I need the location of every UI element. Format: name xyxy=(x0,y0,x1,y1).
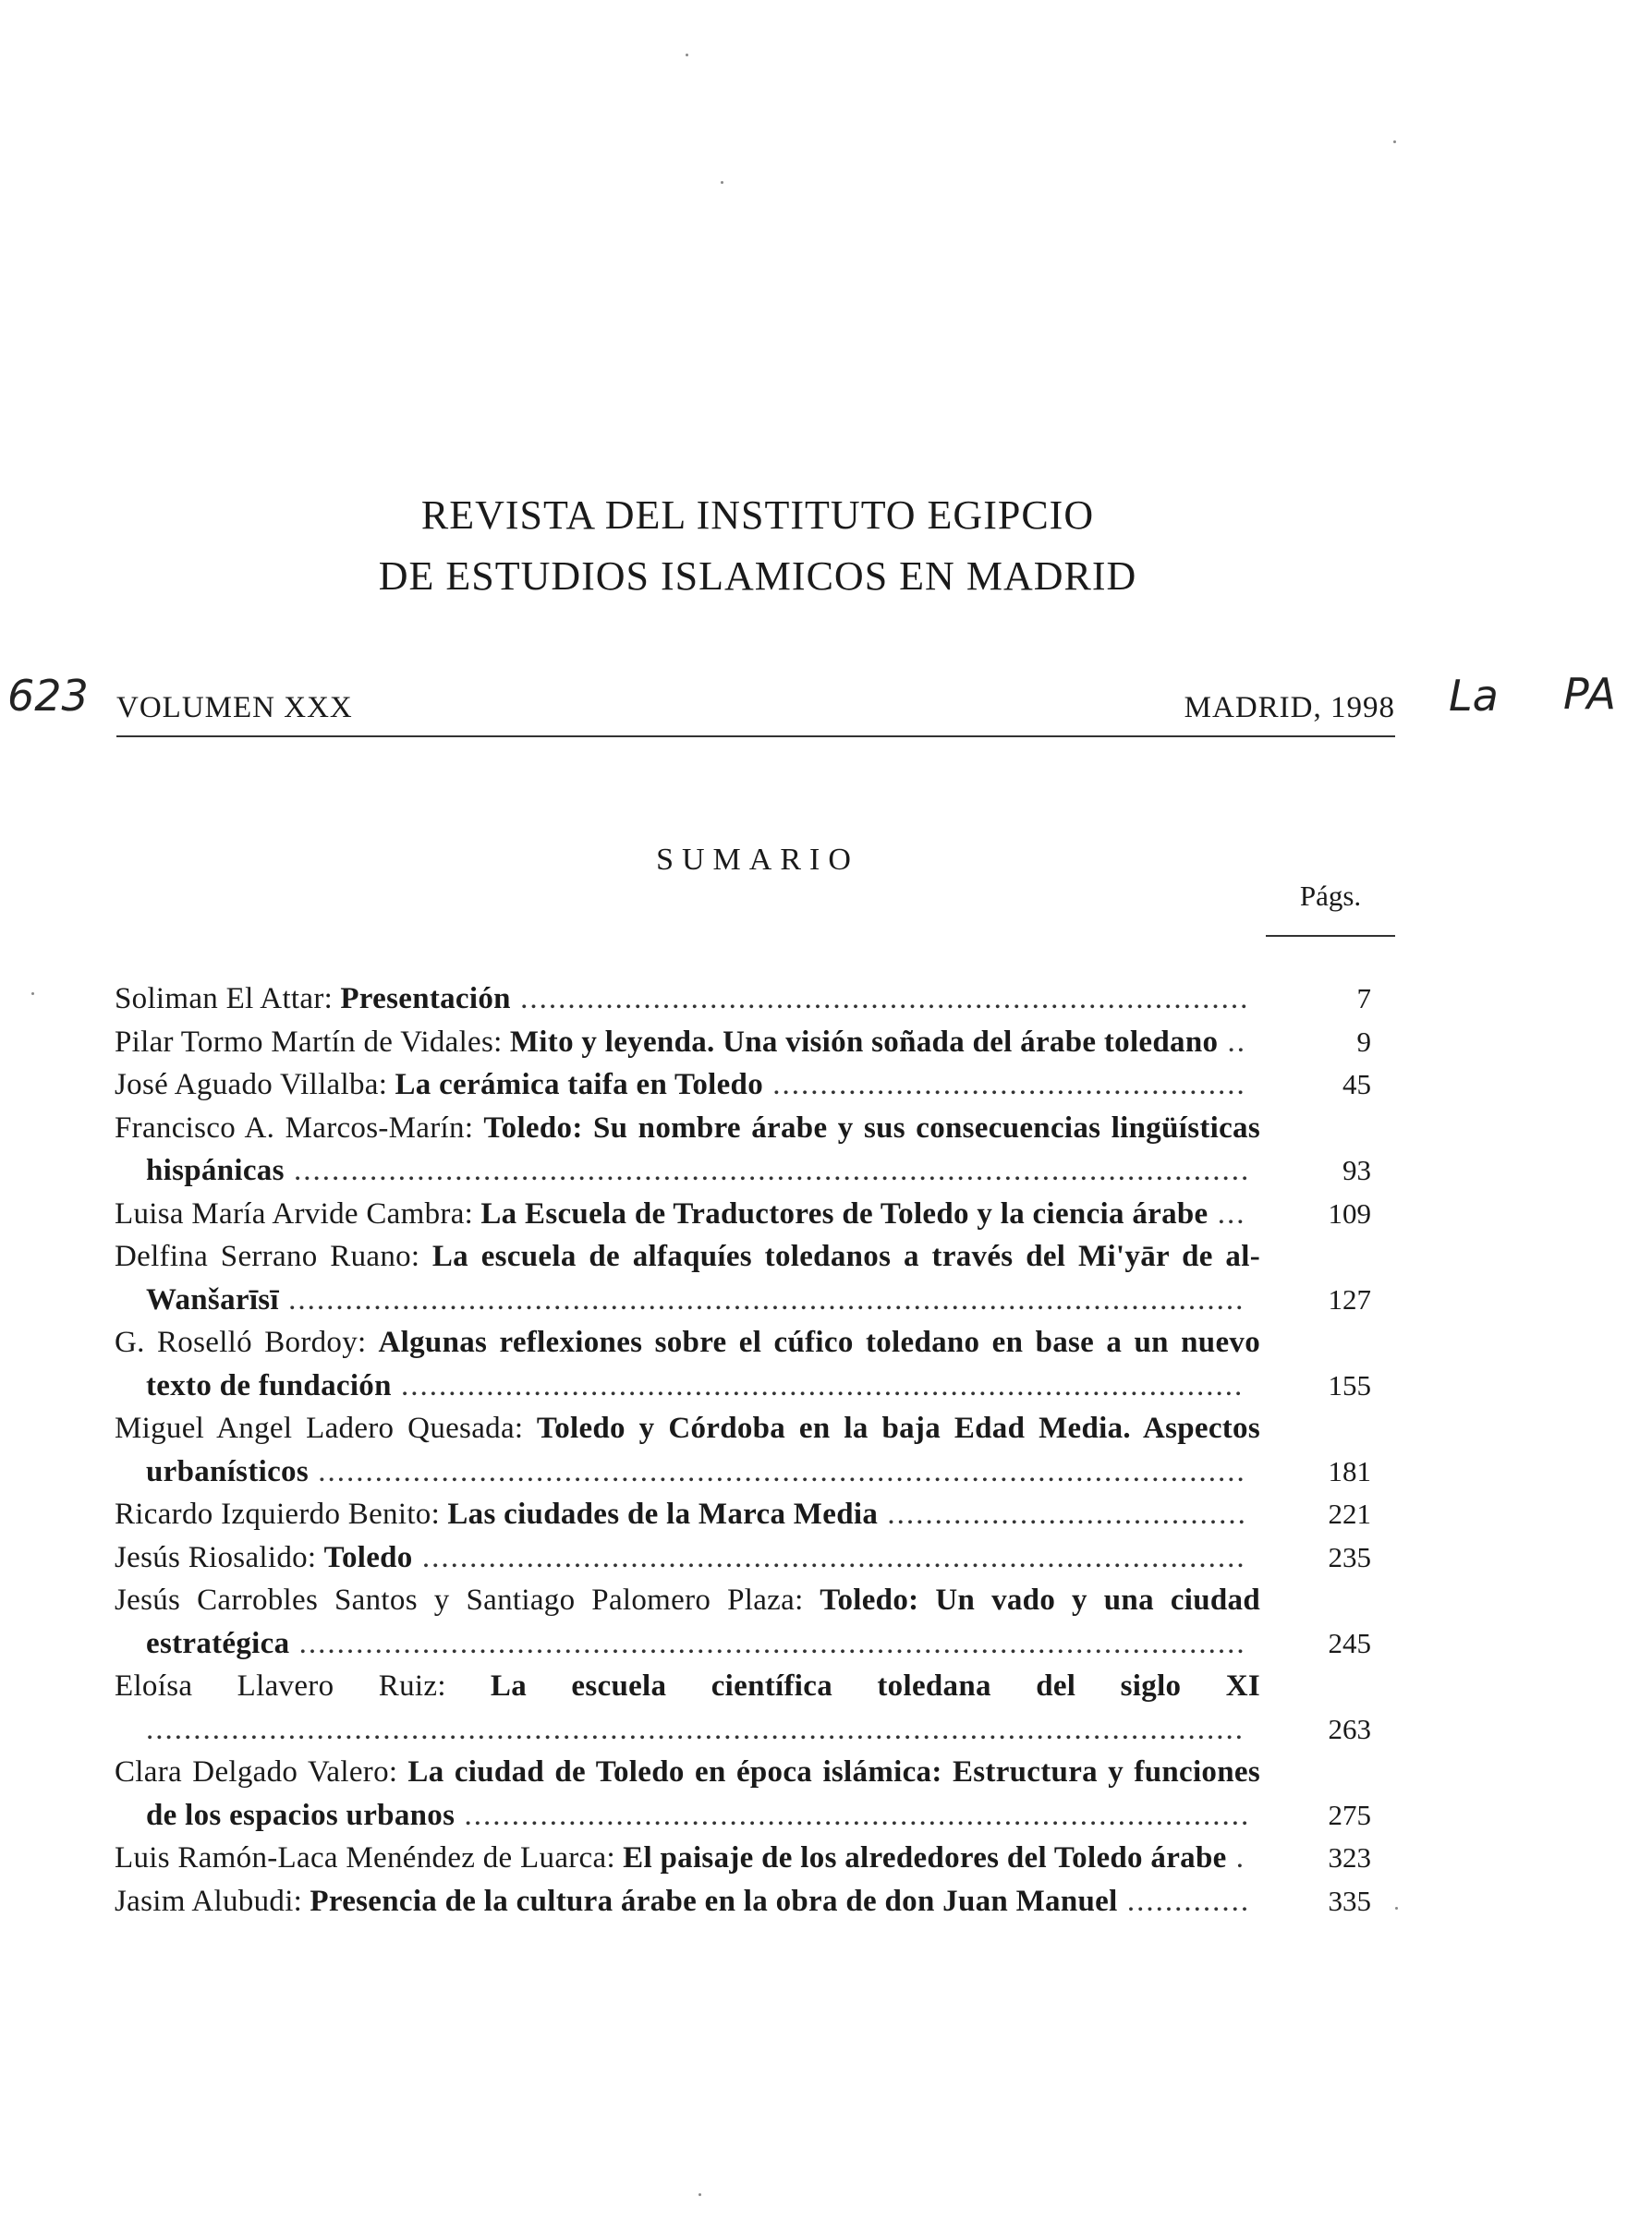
dot-leader: ......................................................................................... xyxy=(391,1368,1245,1402)
toc-entry xyxy=(115,1493,1371,1536)
toc-author: Jesús Riosalido: xyxy=(115,1540,317,1574)
dot-leader: .. xyxy=(1218,1025,1247,1059)
scan-speck xyxy=(698,2193,701,2196)
volume-row xyxy=(116,691,1395,737)
toc-author: Soliman El Attar: xyxy=(115,982,334,1015)
toc-entry xyxy=(115,1751,1371,1837)
scan-speck xyxy=(1393,140,1396,143)
scan-speck xyxy=(31,992,34,995)
toc-title: Las ciudades de la Marca Media xyxy=(447,1498,879,1531)
toc-page-number: 335 xyxy=(1328,1884,1371,1917)
toc-page-number: 109 xyxy=(1328,1196,1371,1230)
toc-author: Eloísa Llavero Ruiz: xyxy=(115,1669,446,1703)
toc-page-number: 245 xyxy=(1328,1626,1371,1659)
toc-entry xyxy=(115,1536,1371,1580)
toc-entry-text xyxy=(115,1880,1260,1924)
toc-title: Mito y leyenda. Una visión soñada del árabe toledano xyxy=(509,1025,1219,1059)
toc-page-number: 275 xyxy=(1328,1798,1371,1831)
toc-page-number: 181 xyxy=(1328,1454,1371,1487)
toc-entry xyxy=(115,1193,1371,1236)
toc-entry-text xyxy=(115,1407,1260,1493)
toc-entry-text xyxy=(115,1837,1260,1880)
toc-author: Luis Ramón-Laca Menéndez de Luarca: xyxy=(115,1841,615,1875)
toc-title: Toledo: Su nombre árabe y sus consecuencias lingüísticas hispánicas xyxy=(146,1110,1260,1187)
toc-title: Toledo y Córdoba en la baja Edad Media. Aspectos urbanísticos xyxy=(146,1412,1261,1488)
toc-page-number: 155 xyxy=(1328,1368,1371,1402)
toc-page-number: 93 xyxy=(1342,1154,1371,1186)
toc-entry xyxy=(115,1880,1371,1924)
toc-entry xyxy=(115,1063,1371,1107)
toc-title: Algunas reflexiones sobre el cúfico toledano en base a un nuevo texto de fundación xyxy=(146,1326,1261,1402)
toc-entry-text xyxy=(115,1321,1260,1407)
toc-title: Toledo xyxy=(323,1540,413,1574)
toc-author: Luisa María Arvide Cambra: xyxy=(115,1196,474,1231)
dot-leader: . xyxy=(1226,1841,1246,1875)
toc-title: El paisaje de los alrededores del Toledo árabe xyxy=(623,1841,1227,1875)
volume-rule xyxy=(116,735,1395,737)
toc-page-number: 7 xyxy=(1356,982,1371,1014)
toc-title: La Escuela de Traductores de Toledo y la ciencia árabe xyxy=(480,1196,1209,1231)
dot-leader: ............................................................................. xyxy=(510,982,1250,1015)
dot-leader: .................................................................................................................... xyxy=(146,1712,1245,1746)
toc-author: Clara Delgado Valero: xyxy=(115,1755,398,1789)
toc-title: Presencia de la cultura árabe en la obra de don Juan Manuel xyxy=(310,1884,1118,1918)
toc-author: Delfina Serrano Ruano: xyxy=(115,1240,420,1273)
toc-entry-text xyxy=(115,1235,1260,1321)
summary-heading: SUMARIO xyxy=(656,843,859,877)
toc-page-number: 263 xyxy=(1328,1712,1371,1745)
dot-leader: ..................................................................................................... xyxy=(284,1154,1251,1187)
handwritten-note-middle: La xyxy=(1449,671,1499,721)
dot-leader: .................................................................................................... xyxy=(289,1626,1246,1660)
toc-page-number: 127 xyxy=(1328,1282,1371,1316)
toc-author: G. Roselló Bordoy: xyxy=(115,1326,367,1359)
toc-title: La ciudad de Toledo en época islámica: Estructura y funciones de los espacios urbanos xyxy=(146,1755,1260,1832)
toc-entry xyxy=(115,977,1371,1021)
dot-leader: ....................................................................................... xyxy=(412,1540,1246,1574)
toc-entry-text xyxy=(115,1751,1260,1837)
scan-speck xyxy=(686,54,688,56)
toc-entry xyxy=(115,1021,1371,1064)
toc-author: Jasim Alubudi: xyxy=(115,1884,303,1918)
handwritten-note-left: 623 xyxy=(7,671,89,721)
toc-entry xyxy=(115,1837,1371,1880)
dot-leader: .................................................................................................. xyxy=(308,1454,1246,1488)
toc-title: Toledo: Un vado y una ciudad estratégica xyxy=(146,1584,1260,1660)
dot-leader: .................................................. xyxy=(763,1068,1246,1101)
place-year: MADRID, 1998 xyxy=(1184,691,1395,724)
toc-entry-text xyxy=(115,1193,1260,1236)
toc-author: Jesús Carrobles Santos y Santiago Palomero Plaza: xyxy=(115,1584,804,1617)
toc-entry-text xyxy=(115,1021,1260,1064)
toc-page-number: 323 xyxy=(1328,1841,1371,1874)
journal-title-line-1: REVISTA DEL INSTITUTO EGIPCIO xyxy=(420,492,1095,538)
toc-entry xyxy=(115,1107,1371,1193)
volume-label: VOLUMEN XXX xyxy=(116,691,353,724)
toc-page-number: 9 xyxy=(1356,1025,1371,1058)
scan-speck xyxy=(721,181,723,184)
dot-leader: ............. xyxy=(1117,1884,1251,1918)
table-of-contents xyxy=(115,977,1371,1923)
toc-entry-text xyxy=(115,1063,1260,1107)
toc-title: Presentación xyxy=(340,982,511,1015)
dot-leader: ... xyxy=(1208,1196,1246,1231)
toc-entry xyxy=(115,1579,1371,1665)
toc-author: Francisco A. Marcos-Marín: xyxy=(115,1110,474,1145)
toc-entry-text xyxy=(115,1665,1260,1751)
toc-author: José Aguado Villalba: xyxy=(115,1068,388,1101)
journal-title-line-2: DE ESTUDIOS ISLAMICOS EN MADRID xyxy=(378,553,1137,599)
toc-page-number: 221 xyxy=(1328,1498,1371,1530)
toc-page-number: 235 xyxy=(1328,1540,1371,1573)
toc-title: La escuela de alfaquíes toledanos a través del Mi'yār de al-Wanšarīsī xyxy=(146,1240,1260,1317)
pages-column-label: Págs. xyxy=(1299,880,1362,912)
toc-entry-text xyxy=(115,977,1260,1021)
toc-entry xyxy=(115,1321,1371,1407)
toc-page-number: 45 xyxy=(1342,1068,1371,1100)
toc-author: Pilar Tormo Martín de Vidales: xyxy=(115,1025,503,1059)
dot-leader: ...................................... xyxy=(878,1498,1247,1531)
toc-entry-text xyxy=(115,1536,1260,1580)
dot-leader: ................................................................................... xyxy=(455,1798,1251,1832)
toc-entry-text xyxy=(115,1579,1260,1665)
toc-title: La cerámica taifa en Toledo xyxy=(395,1068,763,1101)
toc-entry xyxy=(115,1235,1371,1321)
toc-title: La escuela científica toledana del siglo XI xyxy=(490,1669,1261,1703)
toc-entry xyxy=(115,1407,1371,1493)
scan-speck xyxy=(1395,1907,1398,1910)
toc-entry-text xyxy=(115,1493,1260,1536)
toc-entry-text xyxy=(115,1107,1260,1193)
toc-entry xyxy=(115,1665,1371,1751)
dot-leader: ..................................................................................................... xyxy=(278,1282,1245,1317)
handwritten-note-right: PA xyxy=(1563,669,1616,719)
toc-author: Miguel Angel Ladero Quesada: xyxy=(115,1412,524,1445)
toc-author: Ricardo Izquierdo Benito: xyxy=(115,1498,441,1531)
pages-column-rule xyxy=(1266,935,1395,937)
